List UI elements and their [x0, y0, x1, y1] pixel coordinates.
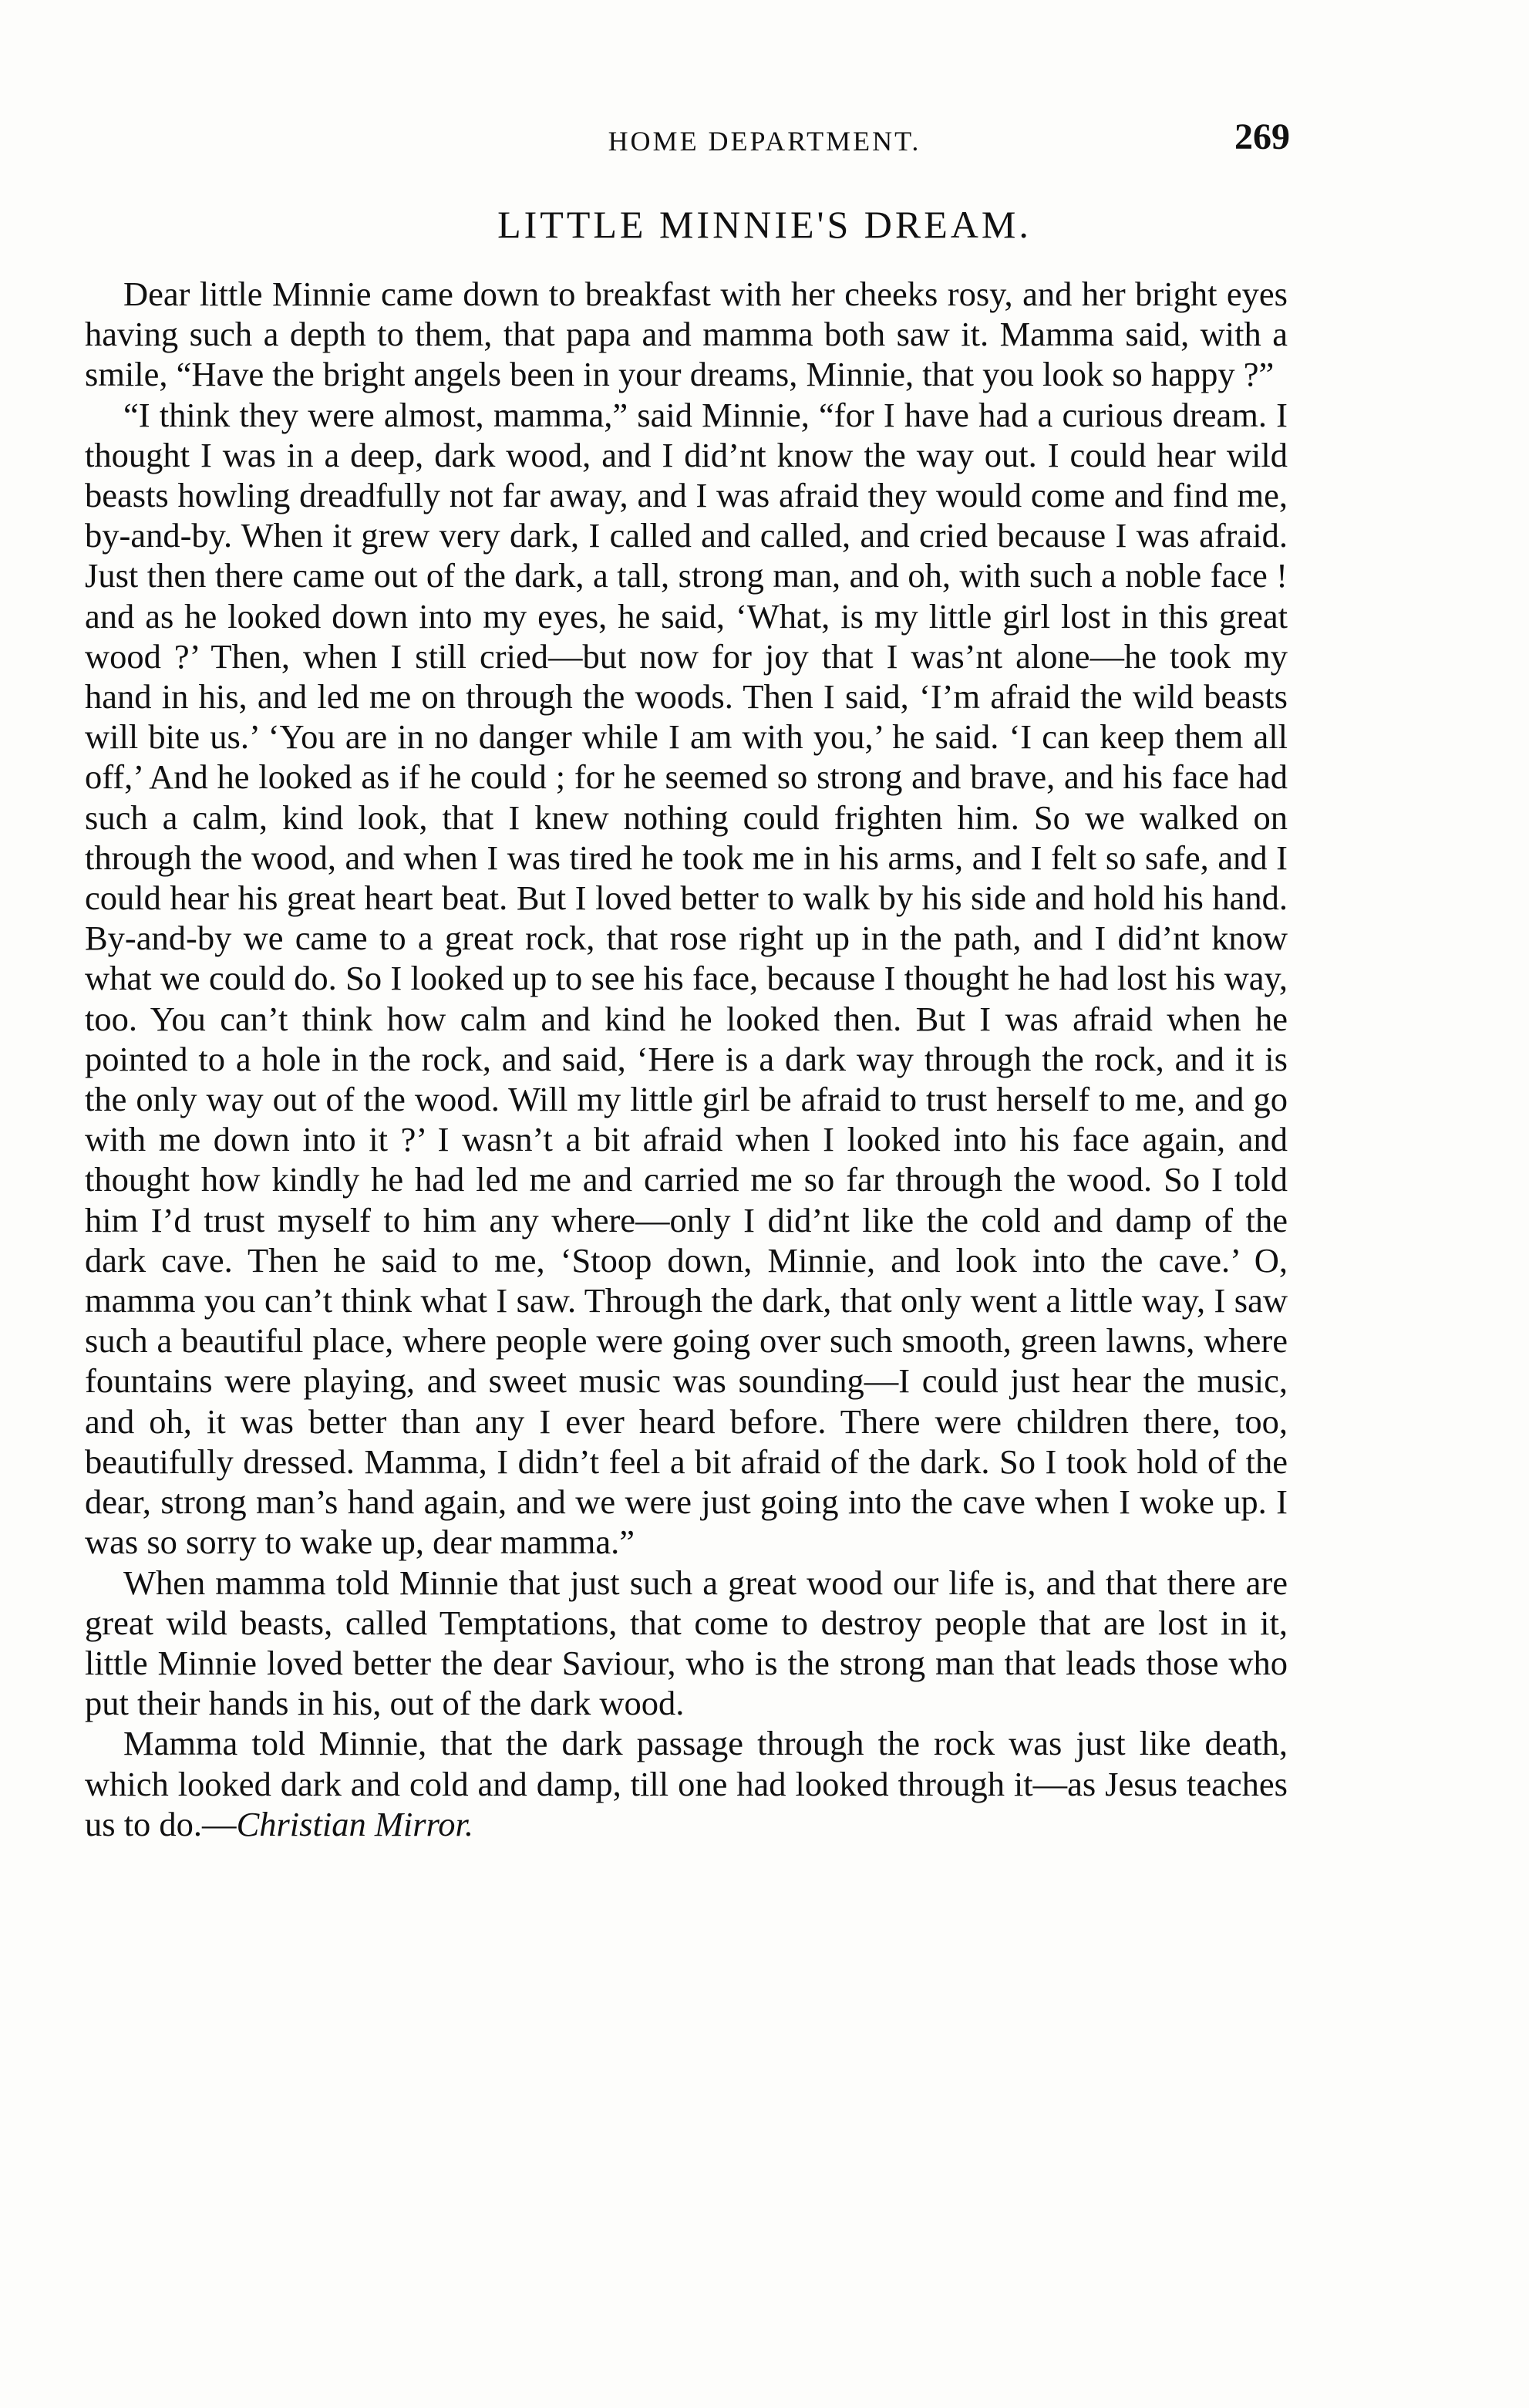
running-head	[0, 116, 1529, 162]
paragraph: When mamma told Minnie that just such a great wood our life is, and that there are great wild beasts, called Temptations, that come to destroy people that are lost in it, little Minnie loved better the dear Saviour, who is the strong man that leads those who put their hands in his, out of the dark wood.	[85, 1563, 1288, 1723]
paragraph: Dear little Minnie came down to breakfast with her cheeks rosy, and her bright eyes having such a depth to them, that papa and mamma both saw it. Mamma said, with a smile, “Have the bright angels been in your dreams, Minnie, that you look so happy ?”	[85, 275, 1288, 394]
final-paragraph	[85, 1723, 1288, 1844]
page-number: 269	[1234, 116, 1290, 157]
section-title: HOME DEPARTMENT.	[608, 126, 921, 157]
paragraph: “I think they were almost, mamma,” said Minnie, “for I have had a curious dream. I thought I was in a deep, dark wood, and I did’nt know the way out. I could hear wild beasts howling dreadfully not far away, and I was afraid they would come and find me, by-and-by. When it grew very dark, I called and called, and cried because I was afraid. Just then there came out of the dark, a tall, strong man, and oh, with such a noble face ! and as he looked down into my eyes, he said, ‘What, is my little girl lost in this great wood ?’ Then, when I still cried—but now for joy that I was’nt alone—he took my hand in his, and led me on through the woods. Then I said, ‘I’m afraid the wild beasts will bite us.’ ‘You are in no danger while I am with you,’ he said. ‘I can keep them all off,’ And he looked as if he could ; for he seemed so strong and brave, and his face had such a calm, kind look, that I knew nothing could frighten him. So we walked on through the wood, and when I was tired he took me in his arms, and I felt so safe, and I could hear his great heart beat. But I loved better to walk by his side and hold his hand. By-and-by we came to a great rock, that rose right up in the path, and I did’nt know what we could do. So I looked up to see his face, because I thought he had lost his way, too. You can’t think how calm and kind he looked then. But I was afraid when he pointed to a hole in the rock, and said, ‘Here is a dark way through the rock, and it is the only way out of the wood. Will my little girl be afraid to trust herself to me, and go with me down into it ?’ I wasn’t a bit afraid when I looked into his face again, and thought how kindly he had led me and carried me so far through the wood. So I told him I’d trust myself to him any where—only I did’nt like the cold and damp of the dark cave. Then he said to me, ‘Stoop down, Minnie, and look into the cave.’ O, mamma you can’t think what I saw. Through the dark, that only went a little way, I saw such a beautiful place, where people were going over such smooth, green lawns, where fountains were playing, and sweet music was sounding—I could just hear the music, and oh, it was better than any I ever heard before. There were children there, too, beautifully dressed. Mamma, I didn’t feel a bit afraid of the dark. So I took hold of the dear, strong man’s hand again, and we were just going into the cave when I woke up. I was so sorry to wake up, dear mamma.”	[85, 395, 1288, 1562]
source-citation: Christian Mirror.	[236, 1804, 474, 1843]
article-body	[85, 274, 1288, 1844]
final-paragraph-text: Mamma told Minnie, that the dark passage through the rock was just like death, which looked dark and cold and damp, till one had looked through it—as Jesus teaches us to do.—	[85, 1724, 1288, 1843]
article-title: LITTLE MINNIE'S DREAM.	[497, 203, 1032, 246]
